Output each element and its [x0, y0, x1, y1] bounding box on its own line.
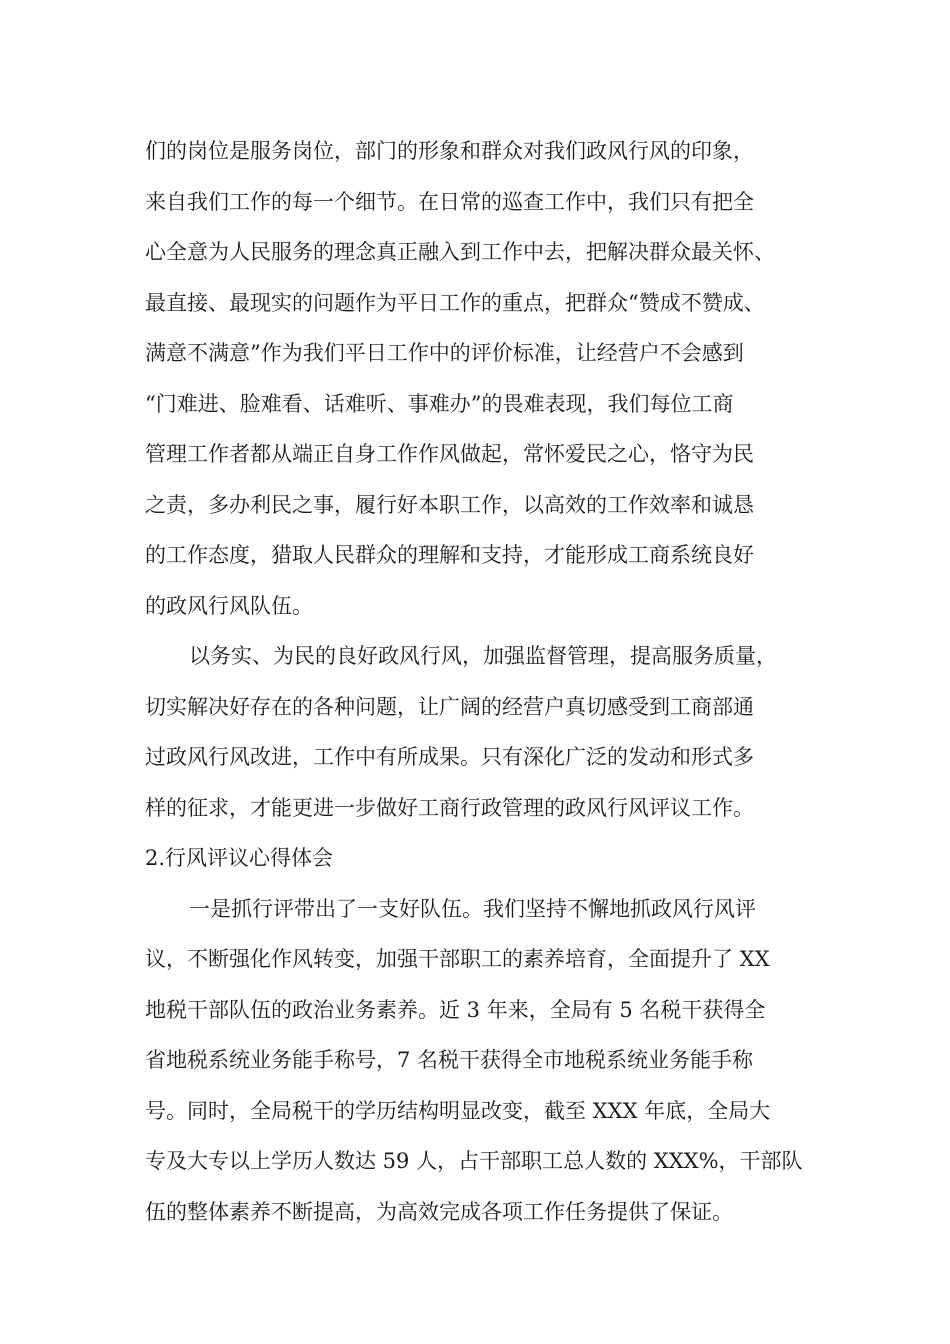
document-body — [145, 126, 825, 1237]
text-line: 最直接、最现实的问题作为平日工作的重点，把群众“赞成不赞成、 — [145, 290, 765, 315]
text-line: 满意不满意”作为我们平日工作中的评价标准，让经营户不会感到 — [145, 341, 744, 365]
text-line: 过政风行风改进，工作中有所成果。只有深化广泛的发动和形式多 — [145, 745, 754, 769]
text-line: 议，不断强化作风转变，加强干部职工的素养培育，全面提升了 XX — [145, 947, 770, 971]
text-line: 切实解决好存在的各种问题，让广阔的经营户真切感受到工商部通 — [145, 694, 754, 719]
text-line: 省地税系统业务能手称号，7 名税干获得全市地税系统业务能手称 — [145, 1048, 754, 1072]
text-line: 的政风行风队伍。 — [145, 593, 313, 618]
text-line: 之责，多办利民之事，履行好本职工作，以高效的工作效率和诚恳 — [145, 492, 754, 517]
section-heading: 2.行风评议心得体会 — [145, 846, 334, 870]
text-line: 的工作态度，猎取人民群众的理解和支持，才能形成工商系统良好 — [145, 543, 754, 567]
text-line: 号。同时，全局税干的学历结构明显改变，截至 XXX 年底，全局大 — [145, 1098, 771, 1123]
text-line: 伍的整体素养不断提高，为高效完成各项工作任务提供了保证。 — [145, 1199, 733, 1224]
text-line: 管理工作者都从端正自身工作作风做起，常怀爱民之心，恪守为民 — [145, 442, 754, 466]
text-line: “门难进、脸难看、话难听、事难办”的畏难表现，我们每位工商 — [145, 391, 734, 416]
text-line: 样的征求，才能更进一步做好工商行政管理的政风行风评议工作。 — [145, 795, 754, 820]
text-line: 心全意为人民服务的理念真正融入到工作中去，把解决群众最关怀、 — [145, 240, 775, 264]
paragraph-first-line: 以务实、为民的良好政风行风，加强监督管理，提高服务质量， — [189, 644, 777, 668]
text-line: 专及大专以上学历人数达 59 人，占干部职工总人数的 XXX%，干部队 — [145, 1149, 803, 1173]
paragraph-first-line: 一是抓行评带出了一支好队伍。我们坚持不懈地抓政风行风评 — [189, 896, 756, 921]
text-line: 们的岗位是服务岗位，部门的形象和群众对我们政风行风的印象， — [145, 139, 754, 163]
text-line: 地税干部队伍的政治业务素养。近 3 年来，全局有 5 名税干获得全 — [145, 997, 766, 1022]
text-line: 来自我们工作的每一个细节。在日常的巡查工作中，我们只有把全 — [145, 189, 754, 214]
